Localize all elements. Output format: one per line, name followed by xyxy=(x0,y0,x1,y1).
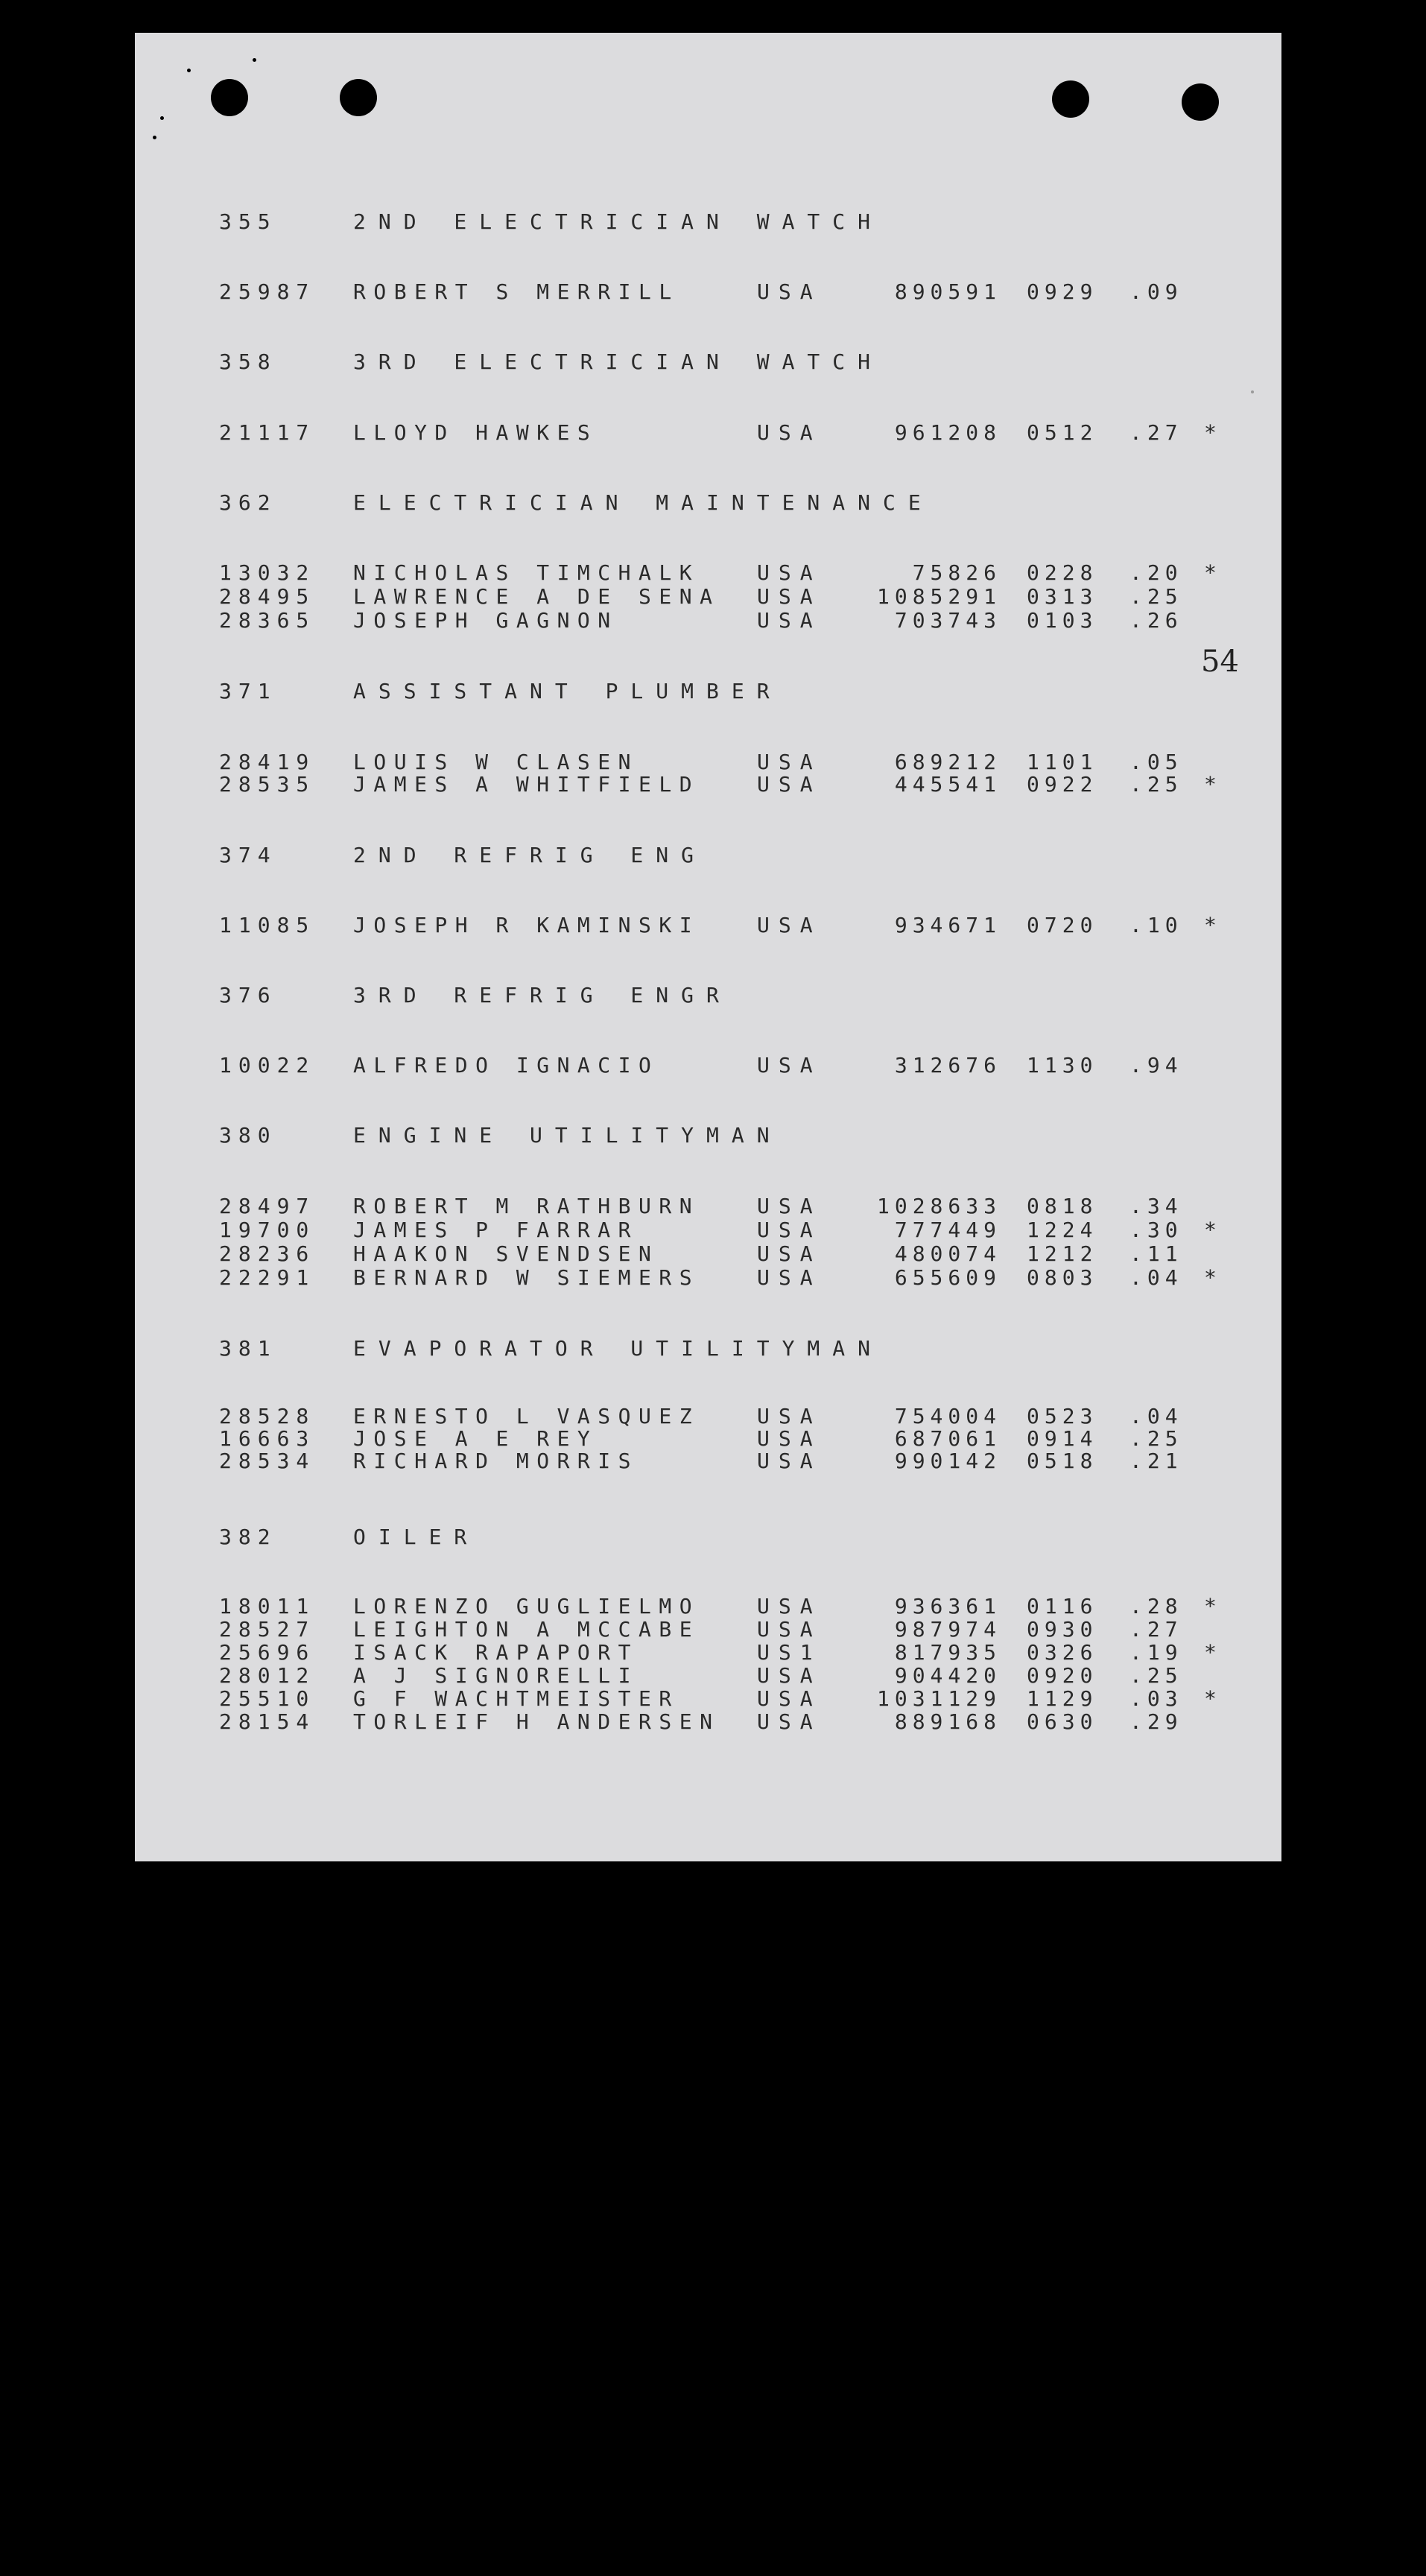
crew-id: 28528 xyxy=(219,1404,316,1428)
nationality: USA xyxy=(757,279,822,304)
document-number: 480074 xyxy=(894,1241,1001,1266)
crew-name: JOSE A E REY xyxy=(353,1426,598,1451)
document-number: 1031129 xyxy=(876,1686,1001,1711)
asterisk-mark: * xyxy=(1204,1686,1223,1711)
value: .25 xyxy=(1129,584,1183,609)
crew-name: A J SIGNORELLI xyxy=(353,1663,639,1688)
crew-id: 28527 xyxy=(219,1617,316,1642)
value: .25 xyxy=(1129,772,1183,797)
page-number: 54 xyxy=(1201,645,1239,679)
rating-code: 382 xyxy=(219,1525,277,1549)
crew-name: TORLEIF H ANDERSEN xyxy=(353,1709,720,1734)
asterisk-mark: * xyxy=(1204,1594,1223,1618)
nationality: USA xyxy=(757,913,822,937)
date-code: 0116 xyxy=(1027,1594,1098,1618)
nationality: USA xyxy=(757,584,822,609)
crew-row xyxy=(219,420,1223,446)
crew-id: 16663 xyxy=(219,1426,316,1451)
rating-title: OILER xyxy=(353,1525,480,1549)
date-code: 1212 xyxy=(1027,1241,1098,1266)
rating-title: ELECTRICIAN MAINTENANCE xyxy=(353,490,934,515)
crew-name: JOSEPH GAGNON xyxy=(353,608,618,633)
rating-code: 362 xyxy=(219,490,277,515)
crew-name: ALFREDO IGNACIO xyxy=(353,1053,659,1077)
value: .25 xyxy=(1129,1663,1183,1688)
date-code: 0922 xyxy=(1027,772,1098,797)
date-code: 1224 xyxy=(1027,1218,1098,1242)
date-code: 1129 xyxy=(1027,1686,1098,1711)
crew-row xyxy=(219,607,1183,634)
date-code: 0920 xyxy=(1027,1663,1098,1688)
nationality: USA xyxy=(757,1194,822,1218)
nationality: US1 xyxy=(757,1640,822,1665)
value: .30 xyxy=(1129,1218,1183,1242)
document-number: 817935 xyxy=(894,1640,1001,1665)
date-code: 1130 xyxy=(1027,1053,1098,1077)
document-number: 890591 xyxy=(894,279,1001,304)
value: .29 xyxy=(1129,1709,1183,1734)
rating-title: 3RD REFRIG ENGR xyxy=(353,983,732,1007)
document-number: 445541 xyxy=(894,772,1001,797)
asterisk-mark: * xyxy=(1204,1218,1223,1242)
value: .09 xyxy=(1129,279,1183,304)
document-number: 1028633 xyxy=(876,1194,1001,1218)
value: .05 xyxy=(1129,750,1183,774)
crew-row xyxy=(219,771,1223,798)
value: .28 xyxy=(1129,1594,1183,1618)
document-number: 75826 xyxy=(912,560,1001,585)
date-code: 0512 xyxy=(1027,420,1098,445)
rating-title: 2ND ELECTRICIAN WATCH xyxy=(353,209,884,234)
value: .34 xyxy=(1129,1194,1183,1218)
crew-name: LOUIS W CLASEN xyxy=(353,750,639,774)
date-code: 0720 xyxy=(1027,913,1098,937)
rating-title: 3RD ELECTRICIAN WATCH xyxy=(353,349,884,374)
crew-id: 25510 xyxy=(219,1686,316,1711)
nationality: USA xyxy=(757,750,822,774)
crew-row xyxy=(219,560,1223,586)
crew-name: BERNARD W SIEMERS xyxy=(353,1265,700,1290)
document-page xyxy=(135,33,1281,1861)
rating-code: 376 xyxy=(219,983,277,1007)
crew-name: LORENZO GUGLIELMO xyxy=(353,1594,700,1618)
crew-name: G F WACHTMEISTER xyxy=(353,1686,679,1711)
nationality: USA xyxy=(757,1053,822,1077)
nationality: USA xyxy=(757,1617,822,1642)
section-header xyxy=(219,349,884,376)
crew-row xyxy=(219,1265,1223,1291)
section-header xyxy=(219,678,782,705)
crew-name: ROBERT S MERRILL xyxy=(353,279,679,304)
document-number: 936361 xyxy=(894,1594,1001,1618)
asterisk-mark: * xyxy=(1204,420,1223,445)
speck xyxy=(187,69,191,72)
date-code: 0929 xyxy=(1027,279,1098,304)
section-header xyxy=(219,1122,782,1149)
crew-name: JAMES A WHITFIELD xyxy=(353,772,700,797)
crew-id: 28495 xyxy=(219,584,316,609)
section-header xyxy=(219,1335,884,1362)
document-number: 777449 xyxy=(894,1218,1001,1242)
value: .26 xyxy=(1129,608,1183,633)
crew-name: ERNESTO L VASQUEZ xyxy=(353,1404,700,1428)
rating-code: 374 xyxy=(219,843,277,867)
value: .04 xyxy=(1129,1404,1183,1428)
value: .25 xyxy=(1129,1426,1183,1451)
nationality: USA xyxy=(757,560,822,585)
speck xyxy=(253,58,256,62)
document-number: 703743 xyxy=(894,608,1001,633)
rating-code: 380 xyxy=(219,1123,277,1148)
crew-id: 19700 xyxy=(219,1218,316,1242)
value: .94 xyxy=(1129,1053,1183,1077)
rating-code: 355 xyxy=(219,209,277,234)
date-code: 0228 xyxy=(1027,560,1098,585)
date-code: 0930 xyxy=(1027,1617,1098,1642)
punch-hole xyxy=(1182,83,1219,121)
document-number: 934671 xyxy=(894,913,1001,937)
nationality: USA xyxy=(757,1426,822,1451)
crew-name: JOSEPH R KAMINSKI xyxy=(353,913,700,937)
document-number: 904420 xyxy=(894,1663,1001,1688)
crew-row xyxy=(219,583,1183,610)
crew-id: 13032 xyxy=(219,560,316,585)
asterisk-mark: * xyxy=(1204,1265,1223,1290)
asterisk-mark: * xyxy=(1204,1640,1223,1665)
crew-name: NICHOLAS TIMCHALK xyxy=(353,560,700,585)
asterisk-mark: * xyxy=(1204,772,1223,797)
crew-row xyxy=(219,1709,1183,1735)
crew-row xyxy=(219,279,1183,306)
rating-title: ASSISTANT PLUMBER xyxy=(353,679,782,703)
nationality: USA xyxy=(757,1594,822,1618)
crew-name: RICHARD MORRIS xyxy=(353,1449,639,1473)
rating-title: 2ND REFRIG ENG xyxy=(353,843,707,867)
crew-row xyxy=(219,1193,1183,1220)
date-code: 0518 xyxy=(1027,1449,1098,1473)
date-code: 0103 xyxy=(1027,608,1098,633)
rating-title: EVAPORATOR UTILITYMAN xyxy=(353,1336,884,1361)
value: .21 xyxy=(1129,1449,1183,1473)
punch-hole xyxy=(1052,80,1089,118)
speck xyxy=(160,116,164,120)
nationality: USA xyxy=(757,772,822,797)
nationality: USA xyxy=(757,1241,822,1266)
crew-row xyxy=(219,1217,1223,1244)
value: .19 xyxy=(1129,1640,1183,1665)
value: .11 xyxy=(1129,1241,1183,1266)
crew-row xyxy=(219,1241,1183,1268)
crew-row xyxy=(219,912,1223,939)
crew-id: 28012 xyxy=(219,1663,316,1688)
crew-name: ISACK RAPAPORT xyxy=(353,1640,639,1665)
punch-hole xyxy=(211,79,248,116)
nationality: USA xyxy=(757,1663,822,1688)
section-header xyxy=(219,842,707,869)
nationality: USA xyxy=(757,1404,822,1428)
crew-id: 28365 xyxy=(219,608,316,633)
crew-id: 28419 xyxy=(219,750,316,774)
value: .04 xyxy=(1129,1265,1183,1290)
crew-id: 28534 xyxy=(219,1449,316,1473)
section-header xyxy=(219,490,934,516)
value: .03 xyxy=(1129,1686,1183,1711)
rating-title: ENGINE UTILITYMAN xyxy=(353,1123,782,1148)
document-number: 990142 xyxy=(894,1449,1001,1473)
nationality: USA xyxy=(757,1709,822,1734)
document-number: 655609 xyxy=(894,1265,1001,1290)
rating-code: 371 xyxy=(219,679,277,703)
nationality: USA xyxy=(757,1449,822,1473)
asterisk-mark: * xyxy=(1204,913,1223,937)
rating-code: 381 xyxy=(219,1336,277,1361)
crew-name: ROBERT M RATHBURN xyxy=(353,1194,700,1218)
date-code: 0630 xyxy=(1027,1709,1098,1734)
document-number: 687061 xyxy=(894,1426,1001,1451)
nationality: USA xyxy=(757,420,822,445)
value: .20 xyxy=(1129,560,1183,585)
crew-id: 25987 xyxy=(219,279,316,304)
speck xyxy=(1251,390,1254,393)
crew-id: 28497 xyxy=(219,1194,316,1218)
crew-row xyxy=(219,1052,1183,1079)
date-code: 0914 xyxy=(1027,1426,1098,1451)
crew-id: 28236 xyxy=(219,1241,316,1266)
date-code: 1101 xyxy=(1027,750,1098,774)
crew-id: 18011 xyxy=(219,1594,316,1618)
document-number: 987974 xyxy=(894,1617,1001,1642)
document-number: 961208 xyxy=(894,420,1001,445)
crew-name: LAWRENCE A DE SENA xyxy=(353,584,720,609)
nationality: USA xyxy=(757,1265,822,1290)
crew-id: 11085 xyxy=(219,913,316,937)
value: .27 xyxy=(1129,420,1183,445)
date-code: 0523 xyxy=(1027,1404,1098,1428)
date-code: 0803 xyxy=(1027,1265,1098,1290)
crew-id: 28154 xyxy=(219,1709,316,1734)
crew-id: 28535 xyxy=(219,772,316,797)
nationality: USA xyxy=(757,1218,822,1242)
nationality: USA xyxy=(757,1686,822,1711)
document-number: 889168 xyxy=(894,1709,1001,1734)
crew-name: HAAKON SVENDSEN xyxy=(353,1241,659,1266)
value: .27 xyxy=(1129,1617,1183,1642)
crew-id: 22291 xyxy=(219,1265,316,1290)
document-number: 689212 xyxy=(894,750,1001,774)
section-header xyxy=(219,982,732,1009)
date-code: 0326 xyxy=(1027,1640,1098,1665)
document-number: 312676 xyxy=(894,1053,1001,1077)
crew-name: JAMES P FARRAR xyxy=(353,1218,639,1242)
crew-row xyxy=(219,1448,1183,1475)
crew-name: LLOYD HAWKES xyxy=(353,420,598,445)
crew-id: 25696 xyxy=(219,1640,316,1665)
date-code: 0313 xyxy=(1027,584,1098,609)
value: .10 xyxy=(1129,913,1183,937)
crew-name: LEIGHTON A MCCABE xyxy=(353,1617,700,1642)
section-header xyxy=(219,1524,480,1551)
document-number: 754004 xyxy=(894,1404,1001,1428)
document-number: 1085291 xyxy=(876,584,1001,609)
punch-hole xyxy=(340,79,377,116)
date-code: 0818 xyxy=(1027,1194,1098,1218)
crew-id: 10022 xyxy=(219,1053,316,1077)
section-header xyxy=(219,209,884,235)
nationality: USA xyxy=(757,608,822,633)
speck xyxy=(153,136,156,139)
asterisk-mark: * xyxy=(1204,560,1223,585)
rating-code: 358 xyxy=(219,349,277,374)
crew-id: 21117 xyxy=(219,420,316,445)
